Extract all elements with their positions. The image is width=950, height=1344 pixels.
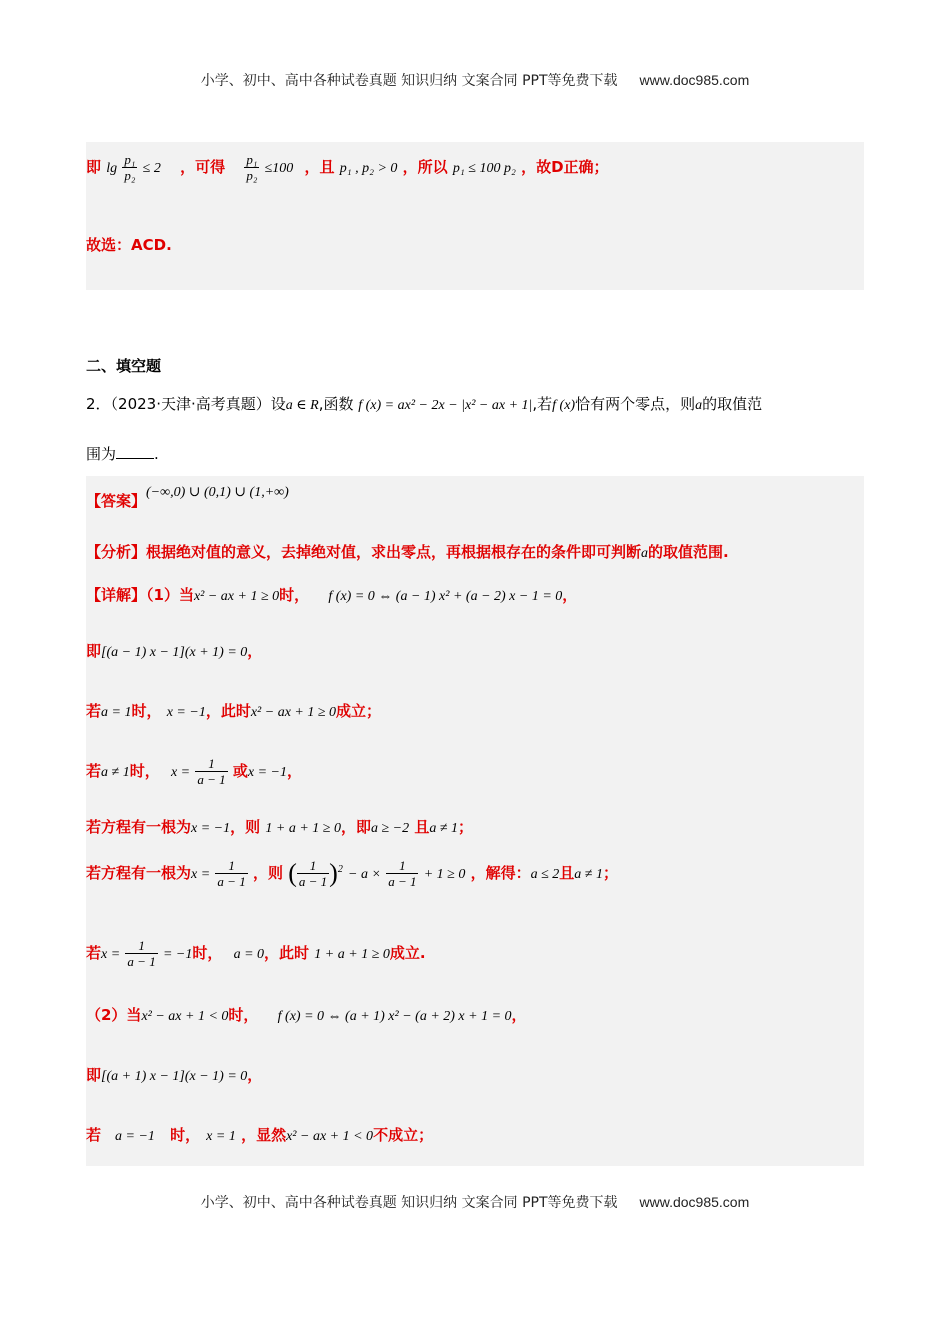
detail-line-5: 若方程有一根为x = −1，则 1 + a + 1 ≥ 0，即a ≥ −2 且a ≠ 1；: [86, 818, 474, 836]
detail-line-7: 若x = $\frac{1}{a - 1}$ = −1时， a = 0，此时 1 + a + 1 ≥ 0成立.: [86, 938, 426, 969]
section-title: 二、填空题: [86, 357, 162, 375]
question-line-2: 围为 .: [86, 445, 159, 463]
page-footer: [0, 1192, 950, 1212]
footer-text: 小学、初中、高中各种试卷真题 知识归纳 文案合同 PPT等免费下载: [200, 1195, 618, 1211]
detail-line-4: 若a ≠ 1时， x = $\frac{1}{a - 1}$ 或x = −1，: [86, 756, 303, 787]
detail-line-8: （2）当x² − ax + 1 < 0时， f (x) = 0 ⇔ (a + 1) x² − (a + 2) x + 1 = 0，: [86, 1006, 527, 1024]
detail-line-2: 即[(a − 1) x − 1](x + 1) = 0，: [86, 642, 263, 660]
question-line-1: 2．（2023·天津·高考真题）设a ∈ R,函数 f (x) = ax² − 2x − |x² − ax + 1|,若f (x)恰有两个零点，则a的取值范: [86, 395, 763, 413]
detail-line-10: 若 a = −1 时， x = 1 ，显然x² − ax + 1 < 0不成立；: [86, 1126, 434, 1144]
detail-line-9: 即[(a + 1) x − 1](x − 1) = 0，: [86, 1066, 263, 1084]
detail-line-3: 若a = 1时， x = −1，此时x² − ax + 1 ≥ 0成立；: [86, 702, 382, 720]
prev-line-2: 故选：ACD.: [86, 236, 172, 254]
previous-solution-box: [86, 142, 864, 290]
page-header: [0, 70, 950, 90]
detail-line-1: 【详解】（1）当x² − ax + 1 ≥ 0时， f (x) = 0 ⇔ (a − 1) x² + (a − 2) x − 1 = 0，: [86, 586, 578, 604]
detail-line-6: 若方程有一根为x = $\frac{1}{a - 1}$ ，则 ( $\frac{1}{a - 1}$ )$^2$ − a × $\frac{1}{a - 1}$ + 1 ≥ 0 ，解得：a ≤ 2且a ≠ 1；: [86, 858, 618, 889]
fraction-p1-p2: $\frac{\text{p₁}}{\text{p₂}}$: [124, 152, 136, 183]
analysis-line: 【分析】根据绝对值的意义，去掉绝对值，求出零点，再根据根存在的条件即可判断a的取值范围.: [86, 543, 729, 561]
fraction-p1-p2-b: $\frac{\text{p₁}}{\text{p₂}}$: [246, 152, 258, 183]
fraction-1-over-a-minus-1: $\frac{1}{a - 1}$: [197, 756, 226, 787]
prev-line-1: 即 lg $\frac{\text{p₁}}{\text{p₂}}$ ≤ 2 ，可得 $\frac{\text{p₁}}{\text{p₂}}$ ≤100 ，且 p₁ , p₂ > 0 ，所以 p₁ ≤ 100 p₂ ，故D正确；: [86, 152, 609, 183]
answer-box: [86, 476, 864, 1166]
answer-line: 【答案】(−∞,0) ∪ (0,1) ∪ (1,+∞): [86, 485, 289, 510]
header-text: 小学、初中、高中各种试卷真题 知识归纳 文案合同 PPT等免费下载: [200, 73, 618, 89]
footer-url[interactable]: www.doc985.com: [639, 1194, 750, 1210]
header-url[interactable]: www.doc985.com: [639, 72, 750, 88]
answer-blank: [116, 458, 154, 459]
